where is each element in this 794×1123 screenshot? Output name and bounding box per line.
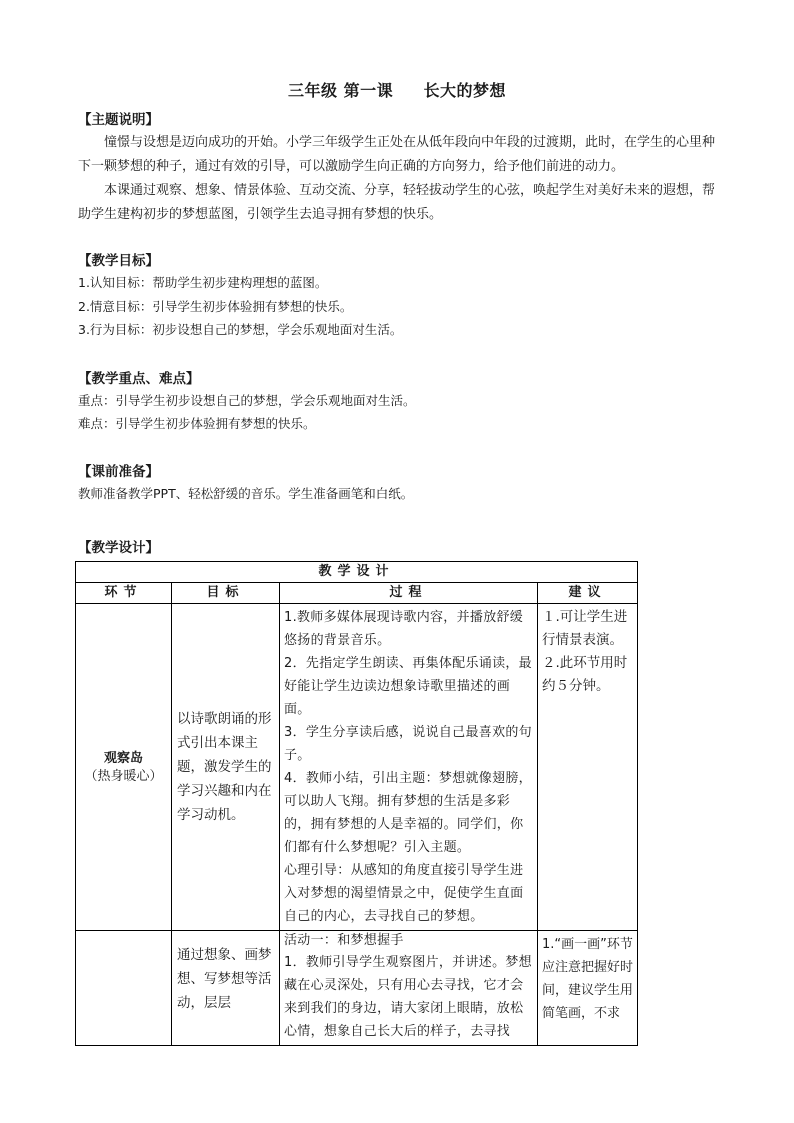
header-advice: 建议	[538, 583, 638, 604]
stage-cell	[76, 604, 172, 931]
theme-paragraphs	[78, 131, 718, 227]
header-goal: 目标	[172, 583, 280, 604]
goal-item-2: 2.情意目标：引导学生初步体验拥有梦想的快乐。	[78, 299, 353, 314]
advice-item-1: 1.“画一画”环节应注意把握好时间，建议学生用简笔画，不求	[542, 937, 634, 1021]
table-title: 教学设计	[76, 562, 638, 583]
teaching-design-table	[75, 561, 638, 1046]
theme-paragraph-1: 憧憬与设想是迈向成功的开始。小学三年级学生正处在从低年段向中年段的过渡期，此时，在学生的心里种下一颗梦想的种子，通过有效的引导，可以激励学生向正确的方向努力，给予他们前进的动力。	[78, 135, 716, 174]
section-heading-design: 【教学设计】	[78, 540, 159, 556]
process-activity-title: 活动一：和梦想握手	[284, 933, 404, 948]
keypoint-focus: 重点：引导学生初步设想自己的梦想，学会乐观地面对生活。	[78, 393, 416, 408]
header-stage: 环节	[76, 583, 172, 604]
goal-item-3: 3.行为目标：初步设想自己的梦想，学会乐观地面对生活。	[78, 322, 403, 337]
advice-item-1: １.可让学生进行情景表演。	[542, 609, 628, 648]
process-guidance: 心理引导：从感知的角度直接引导学生进入对梦想的渴望情景之中，促使学生直面自己的内心，去寻找自己的梦想。	[284, 863, 524, 924]
advice-item-2: ２.此环节用时约５分钟。	[542, 655, 628, 694]
section-heading-theme: 【主题说明】	[78, 112, 159, 128]
advice-cell	[538, 931, 638, 1046]
page-title: 三年级 第一课 长大的梦想	[288, 81, 506, 100]
goal-text: 以诗歌朗诵的形式引出本课主题，激发学生的学习兴趣和内在学习动机。	[177, 711, 272, 823]
table-header-row	[76, 583, 638, 604]
process-step-4: 4．教师小结，引出主题：梦想就像翅膀，可以助人飞翔。拥有梦想的生活是多彩的，拥有梦想的人是幸福的。同学们，你们都有什么梦想呢？引入主题。	[284, 771, 532, 855]
stage-cell-empty	[76, 931, 172, 1046]
goal-item-1: 1.认知目标：帮助学生初步建构理想的蓝图。	[78, 275, 328, 290]
process-step-1: 1．教师引导学生观察图片，并讲述。梦想藏在心灵深处，只有用心去寻找，它才会来到我们的身边，请大家闭上眼睛，放松心情，想象自己长大后的样子，去寻找	[284, 955, 532, 1039]
section-heading-prep: 【课前准备】	[78, 464, 159, 480]
goal-text: 通过想象、画梦想、写梦想等活动，层层	[177, 947, 272, 1011]
header-process: 过程	[280, 583, 538, 604]
stage-name: 观察岛	[103, 750, 143, 766]
prep-text: 教师准备教学PPT、轻松舒缓的音乐。学生准备画笔和白纸。	[78, 486, 414, 501]
process-list	[280, 604, 537, 930]
advice-cell	[538, 604, 638, 931]
table-title-row	[76, 562, 638, 583]
goal-cell	[172, 604, 280, 931]
stage-subtitle: （热身暖心）	[84, 768, 163, 784]
process-step-2: 2．先指定学生朗读、再集体配乐诵读，最好能让学生边读边想象诗歌里描述的画面。	[284, 656, 532, 717]
table-row	[76, 931, 638, 1046]
advice-list	[538, 604, 637, 700]
keypoint-difficulty: 难点：引导学生初步体验拥有梦想的快乐。	[78, 416, 316, 431]
table-row	[76, 604, 638, 931]
process-list	[280, 931, 537, 1045]
process-cell	[280, 604, 538, 931]
process-cell	[280, 931, 538, 1046]
section-heading-goals: 【教学目标】	[78, 253, 159, 269]
theme-paragraph-2: 本课通过观察、想象、情景体验、互动交流、分享，轻轻拔动学生的心弦，唤起学生对美好未来的遐想，帮助学生建构初步的梦想蓝图，引领学生去追寻拥有梦想的快乐。	[78, 183, 716, 222]
process-step-1: 1.教师多媒体展现诗歌内容，并播放舒缓悠扬的背景音乐。	[284, 610, 524, 648]
goal-cell	[172, 931, 280, 1046]
section-heading-keypoints: 【教学重点、难点】	[78, 371, 200, 387]
process-step-3: 3．学生分享读后感，说说自己最喜欢的句子。	[284, 725, 532, 763]
